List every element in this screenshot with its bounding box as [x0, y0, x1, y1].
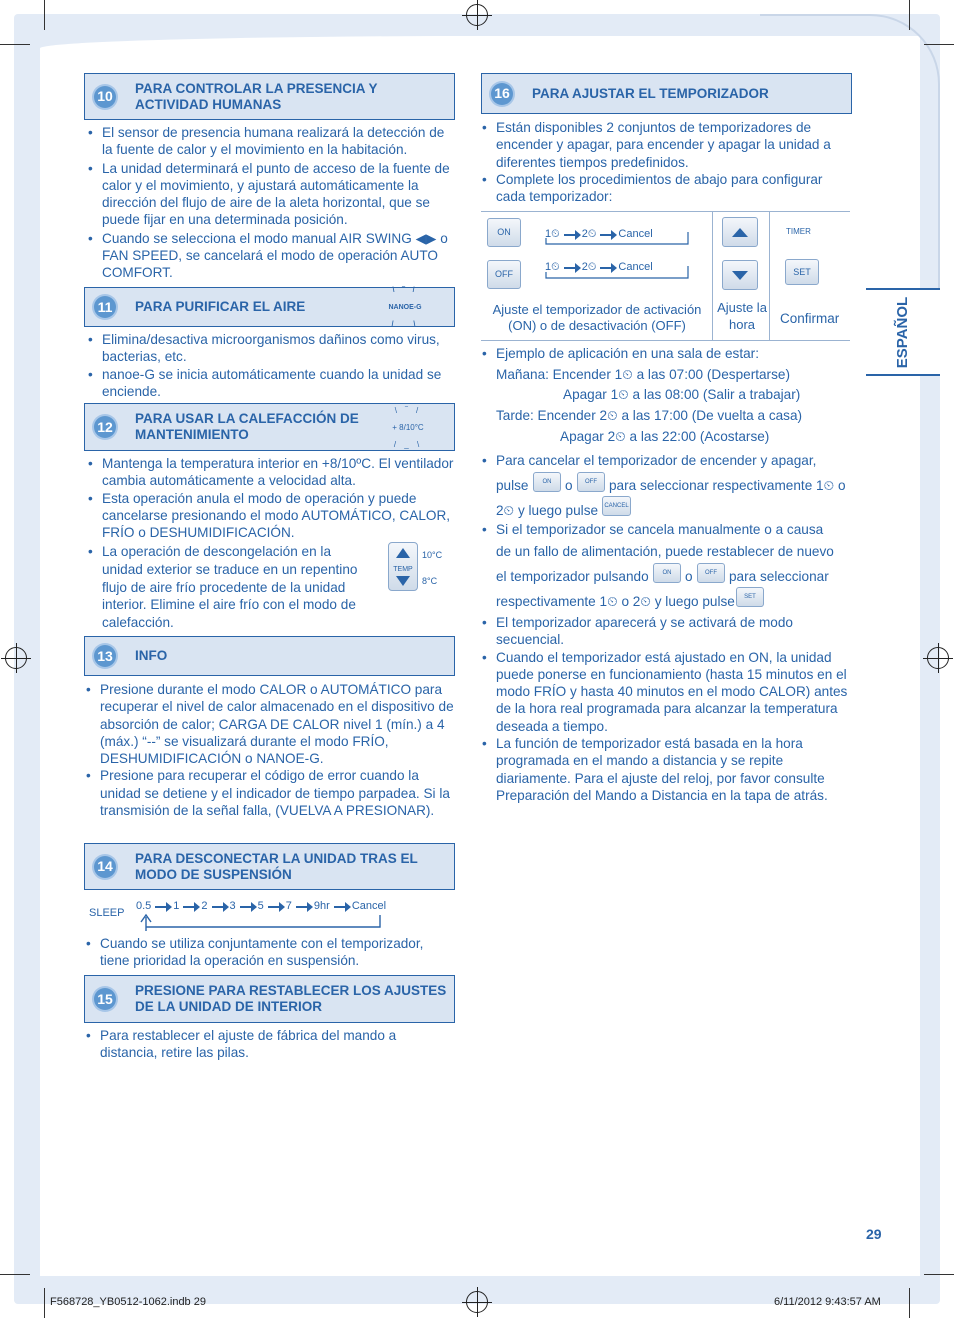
arrow-right-icon [240, 906, 254, 908]
text: o [565, 478, 573, 493]
arrow-right-icon [334, 906, 348, 908]
inline-cancel-button: CANCEL [602, 496, 631, 516]
text: de un fallo de alimentación, puede restablecer de nuevo [496, 544, 834, 559]
section-14-header [84, 843, 455, 890]
section-10-header [84, 73, 455, 120]
timer-on-button[interactable]: ON [487, 218, 521, 247]
seq-step: 3 [229, 900, 236, 912]
section-14-list [82, 935, 454, 970]
list-item: • Si el temporizador se cancela manualmente o a causa [478, 521, 850, 538]
example-line: Apagar 1⏲ a las 08:00 (Salir a trabajar) [563, 387, 801, 402]
list-item: • Presione para recuperar el código de error cuando la unidad se detiene y el indicador de tiempo parpadea. Si la transmisión de la señal falla, (VUELVA A PRESIONAR). [82, 767, 454, 819]
section-12-list [84, 455, 456, 541]
inline-off-button: OFF [577, 472, 605, 492]
table-divider [712, 211, 713, 340]
registration-mark-icon [466, 1291, 488, 1313]
list-item: • Complete los procedimientos de abajo para configurar cada temporizador: [478, 171, 850, 206]
temp-high-label: 10°C [422, 550, 443, 560]
footer-date: 6/11/2012 9:43:57 AM [774, 1296, 881, 1308]
nanoe-g-label: NANOE-G [388, 303, 422, 311]
timer-icon [786, 223, 811, 240]
section-16-list-top [478, 119, 850, 205]
arrow-right-icon [212, 906, 226, 908]
list-item: • La operación de descongelación en la unidad exterior se traduce en un repentino flujo de aire frío procedente de la unidad interior. Elimine el aire frío con el modo de calefacción. [84, 543, 366, 632]
section-16-header [481, 73, 852, 114]
seq-step: 7 [285, 900, 292, 912]
crop-mark [0, 44, 30, 45]
timer-off-button[interactable]: OFF [487, 260, 521, 289]
list-item: • La unidad determinará el punto de acceso de la fuente de calor y el movimiento, y ajustará automáticamente la dirección del flujo de aire de la aleta horizontal, que se puede fijar en una determinada posición. [84, 160, 456, 229]
text: respectivamente 1⏲ o 2⏲ y luego pulse [496, 594, 735, 609]
list-item: • Esta operación anula el modo de operación y puede cancelarse presionando el modo AUTOMÁTICO, CALOR, FRÍO o DESHUMIDIFICACIÓN. [84, 490, 456, 542]
down-arrow-icon [396, 576, 410, 586]
list-item: • El temporizador aparecerá y se activará de modo secuencial. [478, 614, 850, 649]
section-13-header [84, 636, 455, 676]
up-arrow-icon [396, 548, 410, 558]
crop-mark [44, 0, 45, 30]
list-item: • Cuando el temporizador está ajustado en ON, la unidad puede ponerse en funcionamiento (hasta 15 minutos en el modo FRÍO y hasta 40 minutos en el modo CALOR) antes de la hora real programada para alcanzar la temperatura deseada a tiempo. [478, 649, 850, 735]
temp-label: TEMP [393, 566, 413, 573]
list-item: • Cuando se utiliza conjuntamente con el temporizador, tiene prioridad la operación en suspensión. [82, 935, 454, 970]
timer-label: TIMER [786, 227, 811, 236]
section-11-list [84, 331, 456, 400]
section-13-list [82, 681, 454, 819]
section-number: 14 [94, 856, 116, 878]
section-title: PRESIONE PARA RESTABLECER LOS AJUSTES DE LA UNIDAD DE INTERIOR [135, 983, 447, 1014]
seq-step: 1 [173, 900, 180, 912]
example-line: Mañana: Encender 1⏲ a las 07:00 (Despertarse) [496, 367, 790, 382]
arrow-right-icon [155, 906, 169, 908]
registration-mark-icon [466, 4, 488, 26]
caption-adjust: Ajuste la hora [717, 300, 767, 332]
text: el temporizador pulsando [496, 569, 649, 584]
seq-step: 2 [201, 900, 208, 912]
text: pulse [496, 478, 529, 493]
footer-file: F568728_YB0512-1062.indb 29 [50, 1296, 206, 1308]
table-bottom-line [481, 340, 850, 341]
list-item: • La función de temporizador está basada en la hora programada en el mando a distancia y se repite diariamente. Para el ajuste del reloj, por favor consulte Preparación del Mando a Distancia en la tapa de atrás. [478, 735, 850, 804]
crop-mark [909, 0, 910, 30]
section-16-list-bottom [478, 614, 850, 804]
list-item: • Para cancelar el temporizador de encender y apagar, [478, 452, 850, 469]
cancel-list [478, 452, 850, 469]
text: para seleccionar [729, 569, 829, 584]
temp-low-label: 8°C [422, 576, 438, 586]
section-12-list-2 [84, 543, 366, 632]
section-number: 12 [94, 416, 116, 438]
section-15-header [84, 975, 455, 1023]
crop-mark [0, 1274, 30, 1275]
seq-step: 2⏲ [581, 261, 597, 273]
example-line: Apagar 2⏲ a las 22:00 (Acostarse) [560, 429, 770, 444]
list-item: • Elimina/desactiva microorganismos dañinos como virus, bacterias, etc. [84, 331, 456, 366]
section-12-header [84, 403, 455, 451]
seq-step: 9hr [313, 900, 330, 912]
section-11-header [84, 287, 455, 327]
sleep-label: SLEEP [89, 907, 125, 919]
heat-maintenance-label: + 8/10°C [392, 422, 424, 432]
crop-mark [924, 44, 954, 45]
seq-step: Cancel [618, 228, 653, 240]
section-number: 13 [94, 645, 116, 667]
seq-step: 0.5 [136, 900, 152, 912]
list-item: • Para restablecer el ajuste de fábrica del mando a distancia, retire las pilas. [82, 1027, 454, 1062]
language-tab [866, 288, 940, 376]
caption-onoff: Ajuste el temporizador de activación (ON) o de desactivación (OFF) [492, 302, 702, 333]
heat-maintenance-icon: \ ‾ / + 8/10°C / _ \ [372, 402, 444, 453]
registration-mark-icon [5, 647, 27, 669]
list-item: • Presione durante el modo CALOR o AUTOMÁTICO para recuperar el nivel de calor almacenado en el dispositivo de absorción de calor; CARGA DE CALOR nivel 1 (mín.) a 4 (máx.) “--” se visualizará durante el modo FRÍO, DESHUMIDIFICACIÓN o NANOE-G. [82, 681, 454, 767]
inline-off-button: OFF [697, 563, 725, 583]
time-up-button[interactable] [722, 217, 758, 247]
inline-set-button: SET [736, 587, 764, 607]
language-tab-label: ESPAÑOL [894, 296, 912, 368]
section-number: 16 [491, 83, 513, 105]
section-title: PARA PURIFICAR EL AIRE [135, 299, 306, 314]
section-title: INFO [135, 648, 168, 663]
list-item: • Mantenga la temperatura interior en +8/10ºC. El ventilador cambia automáticamente a velocidad alta. [84, 455, 456, 490]
seq-step: Cancel [351, 900, 387, 912]
section-number: 15 [94, 988, 116, 1010]
registration-mark-icon [927, 647, 949, 669]
sleep-loop-line [138, 911, 388, 933]
list-item: • El sensor de presencia humana realizará la detección de la fuente de calor y el movimiento en la habitación. [84, 124, 456, 159]
arrow-right-icon [296, 906, 310, 908]
section-number: 11 [94, 296, 116, 318]
text: 2⏲ y luego pulse [496, 503, 599, 518]
loop-lines [540, 222, 700, 282]
table-top-line [481, 211, 850, 212]
caption-confirm: Confirmar [780, 311, 840, 326]
section-number: 10 [94, 86, 116, 108]
section-title: PARA CONTROLAR LA PRESENCIA Y ACTIVIDAD HUMANAS [135, 80, 378, 112]
set-button[interactable]: SET [785, 259, 819, 285]
seq-step: 1⏲ [545, 261, 560, 273]
arrow-right-icon [183, 906, 197, 908]
page-number: 29 [866, 1226, 882, 1242]
down-arrow-icon [732, 271, 748, 280]
arrow-right-icon [268, 906, 282, 908]
inline-on-button: ON [653, 563, 681, 583]
seq-step: Cancel [618, 261, 653, 273]
inline-on-button: ON [533, 472, 561, 492]
list-item: • Están disponibles 2 conjuntos de temporizadores de encender y apagar, para encender y apagar la unidad a diferentes tiempos predefinidos. [478, 119, 850, 171]
crop-mark [44, 1288, 45, 1318]
section-15-list [82, 1027, 454, 1062]
section-title: PARA USAR LA CALEFACCIÓN DE MANTENIMIENTO [135, 411, 359, 442]
text: o [685, 569, 693, 584]
section-title: PARA AJUSTAR EL TEMPORIZADOR [532, 85, 769, 101]
seq-step: 1⏲ [545, 228, 560, 240]
time-down-button[interactable] [722, 260, 758, 290]
section-title: PARA DESCONECTAR LA UNIDAD TRAS EL MODO DE SUSPENSIÓN [135, 850, 418, 882]
temp-button [388, 542, 418, 591]
list-item: • Cuando se selecciona el modo manual AIR SWING ◀▶ o FAN SPEED, se cancelará el modo de operación AUTO COMFORT. [84, 230, 456, 282]
nanoe-g-icon: \ ‾ / NANOE-G / _ \ [370, 282, 440, 333]
list-item: • Ejemplo de aplicación en una sala de estar: [478, 345, 850, 362]
example-line: Tarde: Encender 2⏲ a las 17:00 (De vuelta a casa) [496, 408, 803, 423]
up-arrow-icon [732, 228, 748, 237]
example-list [478, 345, 850, 362]
seq-step: 2⏲ [581, 228, 597, 240]
section-10-list [84, 124, 456, 282]
list-item: • nanoe-G se inicia automáticamente cuando la unidad se enciende. [84, 366, 456, 401]
crop-mark [924, 1274, 954, 1275]
seq-step: 5 [257, 900, 264, 912]
text: para seleccionar respectivamente 1⏲ o [609, 478, 846, 493]
restore-list [478, 521, 850, 538]
crop-mark [909, 1288, 910, 1318]
